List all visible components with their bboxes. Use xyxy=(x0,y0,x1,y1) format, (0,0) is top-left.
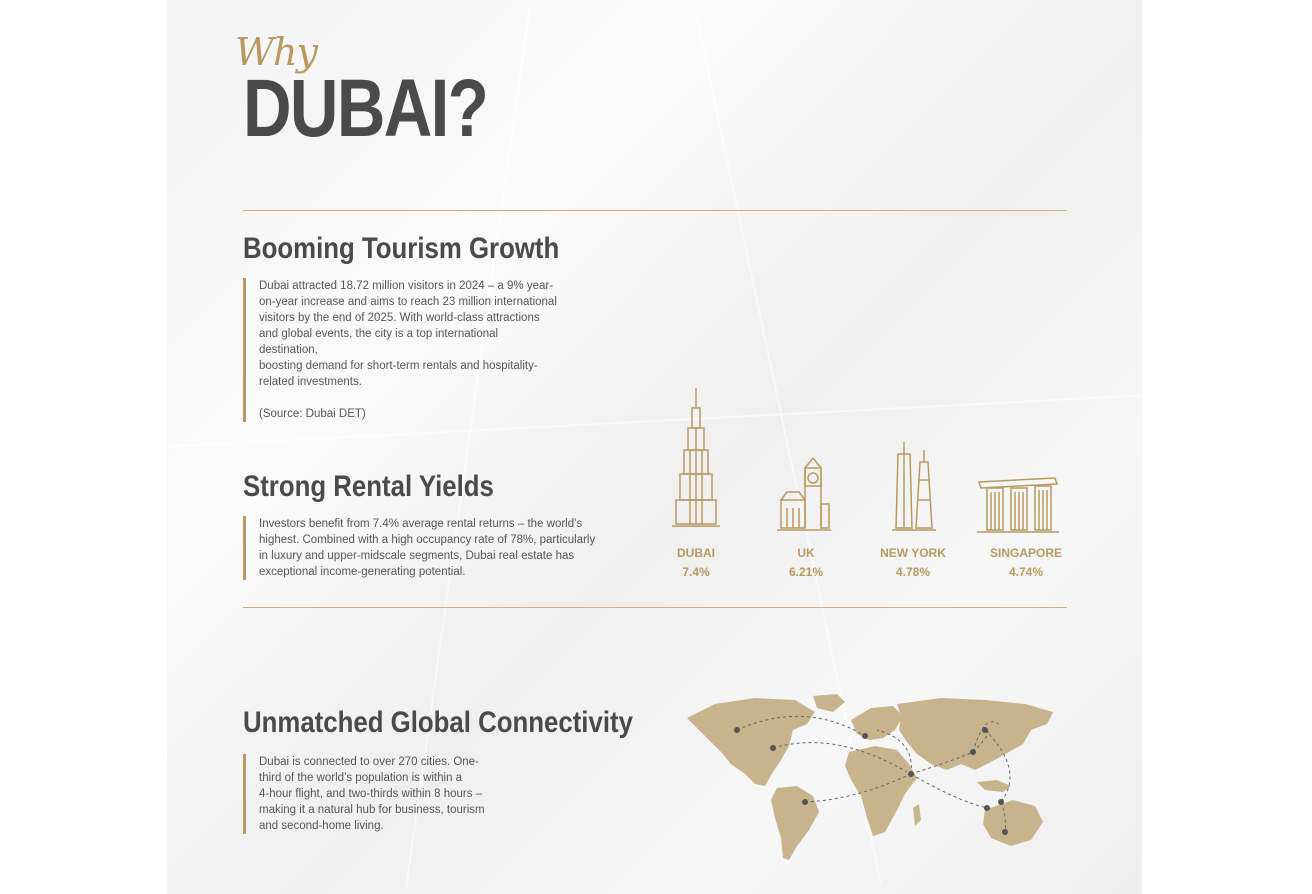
city-name: UK xyxy=(797,546,815,560)
body-line: on-year increase and aims to reach 23 million international xyxy=(259,296,557,308)
skyscrapers-icon xyxy=(892,440,938,534)
body-line: Dubai attracted 18.72 million visitors in 2024 – a 9% year- xyxy=(259,280,554,292)
world-map-icon xyxy=(685,690,1065,870)
city-yield-singapore xyxy=(971,544,1081,582)
body-line: and global events, the city is a top international destination, xyxy=(259,328,499,356)
body-line: in luxury and upper-midscale segments, Dubai real estate has xyxy=(259,550,575,562)
body-line: boosting demand for short-term rentals and hospitality- xyxy=(259,360,538,372)
body-line: Investors benefit from 7.4% average rental returns – the world’s xyxy=(259,518,583,530)
city-yield-value: 6.21% xyxy=(788,565,824,579)
divider xyxy=(243,210,1067,211)
body-line: making it a natural hub for business, tourism xyxy=(259,804,485,816)
body-line: highest. Combined with a high occupancy rate of 78%, particularly xyxy=(259,534,596,546)
body-line: exceptional income-generating potential. xyxy=(259,566,466,578)
section-heading-rental: Strong Rental Yields xyxy=(243,470,494,503)
city-yield-uk xyxy=(751,544,861,582)
source-note: (Source: Dubai DET) xyxy=(259,408,366,420)
body-line: related investments. xyxy=(259,376,362,388)
city-name: SINGAPORE xyxy=(989,546,1062,560)
marina-bay-sands-icon xyxy=(977,474,1061,534)
section-body-connectivity xyxy=(243,754,499,834)
page-title: DUBAI? xyxy=(243,63,488,154)
body-line: and second-home living. xyxy=(259,820,384,832)
big-ben-icon xyxy=(777,456,833,534)
body-line: visitors by the end of 2025. With world-class attractions xyxy=(259,312,540,324)
section-body-rental xyxy=(243,516,599,580)
city-yield-dubai xyxy=(641,544,751,582)
city-yield-value: 4.74% xyxy=(1008,565,1044,579)
section-heading-connectivity: Unmatched Global Connectivity xyxy=(243,706,633,739)
section-body-tourism xyxy=(243,278,559,422)
city-yield-value: 7.4% xyxy=(682,565,710,579)
burj-khalifa-icon xyxy=(672,386,732,532)
why-script-text: Why xyxy=(235,30,317,74)
city-yield-value: 4.78% xyxy=(895,565,931,579)
infographic-page xyxy=(167,0,1142,894)
body-line: third of the world’s population is within a xyxy=(259,772,463,784)
city-yield-new-york xyxy=(858,544,968,582)
divider xyxy=(243,607,1067,608)
section-heading-tourism: Booming Tourism Growth xyxy=(243,232,560,265)
city-name: NEW YORK xyxy=(880,546,946,560)
body-line: Dubai is connected to over 270 cities. One- xyxy=(259,756,479,768)
city-name: DUBAI xyxy=(677,546,715,560)
body-line: 4-hour flight, and two-thirds within 8 hours – xyxy=(259,788,483,800)
